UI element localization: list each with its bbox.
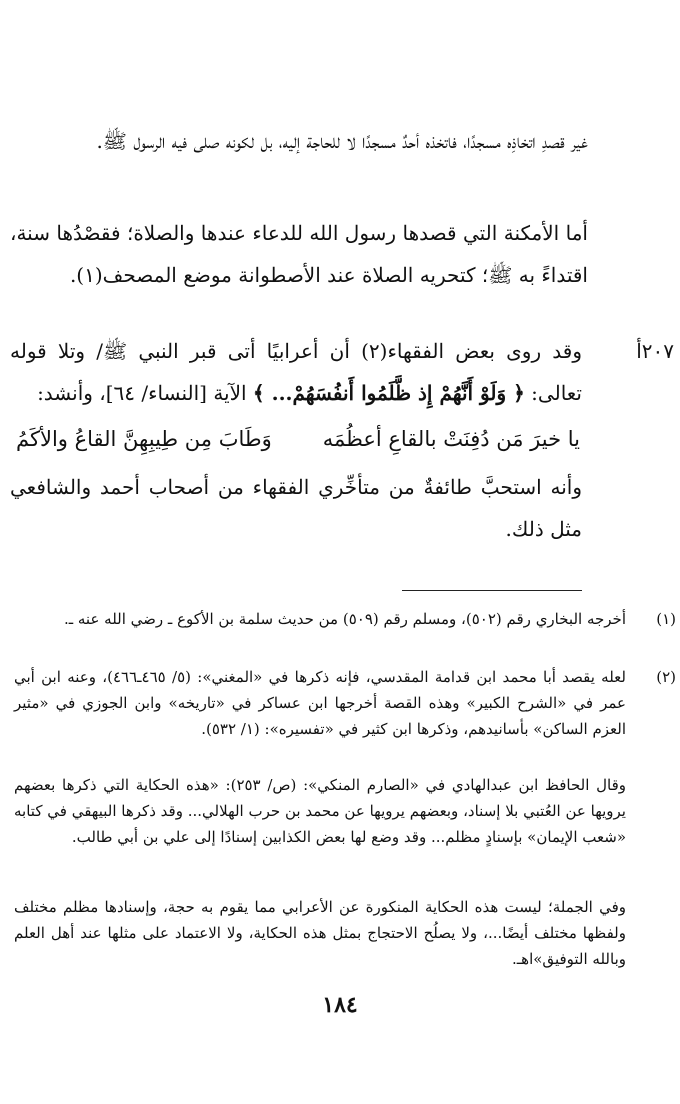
footnote-2-conclusion: وفي الجملة؛ ليست هذه الحكاية المنكورة عن الأعرابي مما يقوم به حجة، وإسنادها مظلم مختلف ولفظها مختلف أيضًا...، ولا يصلُح الاحتجاج بمثل هذه الحكاية، ولا الاعتماد على مثلها عند أهل العلم وبالله التوفيق»اهـ. — [14, 898, 626, 968]
poem-hemistich-first: يا خيرَ مَن دُفِنَتْ بالقاعِ أعظُمَه — [322, 427, 580, 451]
footnote-2-continued: وقال الحافظ ابن عبدالهادي في «الصارم المنكي»: (ص/ ٢٥٣): «هذه الحكاية التي ذكرها بعضهم يرويها عن العُتبي بلا إسناد، وبعضهم يرويها عن محمد بن حرب الهلالي... وقد ذكرها البيهقي في كتابه «شعب الإيمان» بإسنادٍ مظلم... وقد وضع لها بعض الكذابين إسنادًا إلى علي بن أبي طالب. — [14, 776, 627, 846]
footnote-1: أخرجه البخاري رقم (٥٠٢)، ومسلم رقم (٥٠٩) من حديث سلمة بن الأكوع ـ رضي الله عنه ـ. — [63, 610, 626, 628]
paragraph-4: وأنه استحبَّ طائفةٌ من متأخِّري الفقهاء من أصحاب أحمد والشافعي مثل ذلك. — [10, 475, 582, 541]
paragraph-number: ٢٠٧أ — [636, 339, 674, 363]
footnote-1-number: (١) — [656, 610, 676, 628]
page-number: ١٨٤ — [322, 992, 358, 1018]
paragraph-2: أما الأمكنة التي قصدها رسول الله للدعاء عندها والصلاة؛ فقصْدُها سنة، اقتداءً به ﷺ؛ كتحريه الصلاة عند الأصطوانة موضع المصحف(١). — [10, 221, 588, 287]
poem-hemistich-second: وَطَابَ مِن طِيبِهِنَّ القاعُ والأكَمُ — [16, 427, 272, 451]
paragraph-3 — [10, 330, 582, 414]
footnote-separator — [402, 590, 582, 591]
quran-verse: ﴿ وَلَوْ أَنَّهُمْ إِذ ظَّلَمُوا أَنفُسَهُمْ... ﴾ — [252, 381, 525, 405]
poem-verse — [10, 418, 580, 460]
paragraph-3-intro: وقد روى بعض الفقهاء(٢) أن أعرابيًا أتى قبر النبي ﷺ/ وتلا قوله تعالى: — [10, 339, 583, 405]
paragraph-1: غير قصدِ اتخاذِه مسجدًا، فاتخذه أحدٌ مسجدًا لا للحاجة إليه، بل لكونه صلى فيه الرسول ﷺ. — [96, 129, 588, 153]
paragraph-3-citation: الآية [النساء/ ٦٤]، وأنشد: — [37, 381, 253, 405]
footnote-2: لعله يقصد أبا محمد ابن قدامة المقدسي، فإنه ذكرها في «المغني»: (٥/ ٤٦٥ـ٤٦٦)، وعنه ابن أبي عمر في «الشرح الكبير» وهذه القصة أخرجها ابن عساكر في «تاريخه» وابن الجوزي في «مثير العزم الساكن» بأسانيدهم، وذكرها ابن كثير في «تفسيره»: (١/ ٥٣٢). — [14, 668, 626, 738]
footnote-2-number: (٢) — [656, 668, 676, 686]
